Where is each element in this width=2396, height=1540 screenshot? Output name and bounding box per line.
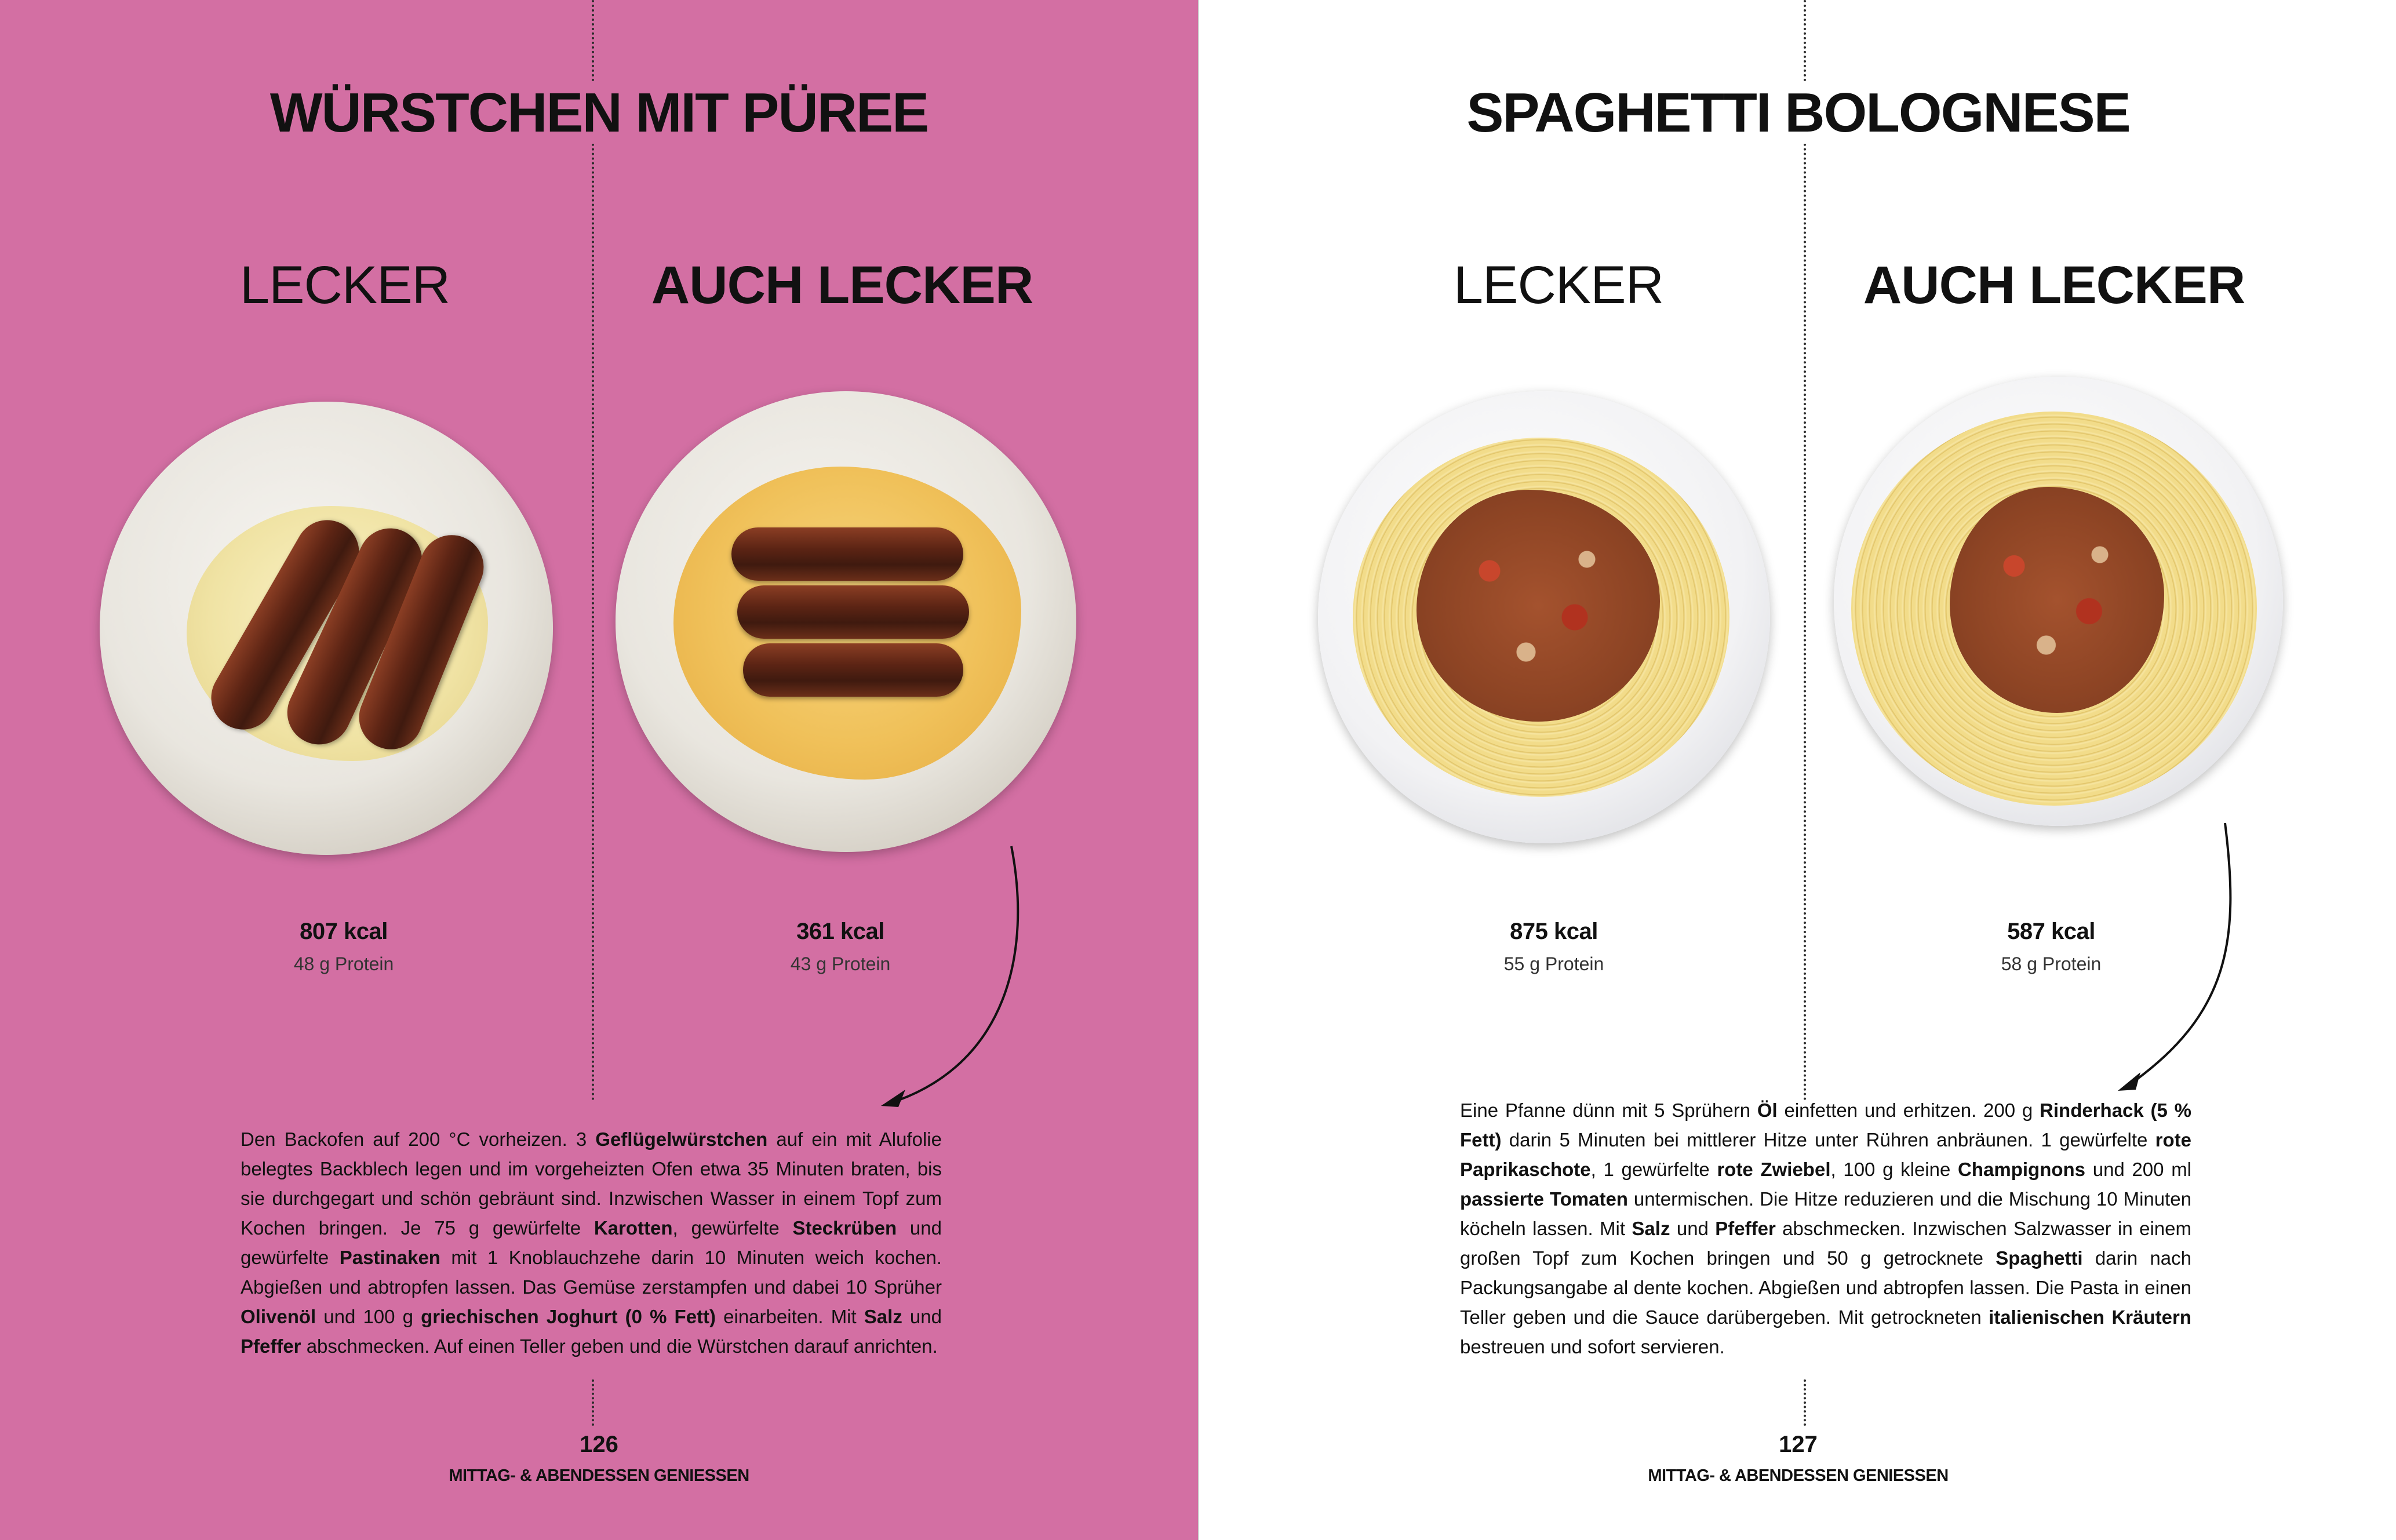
recipe-text: abschmecken. Inzwischen Salzwasser in einem großen Topf zum Kochen bringen und 50 g getrocknete [1460,1218,2191,1269]
recipe-text: einfetten und erhitzen. 200 g [1777,1100,2040,1121]
protein-value: 48 g Protein [293,953,394,974]
ingredient-highlight: Öl [1757,1100,1778,1121]
recipe-text: auf ein mit Alufolie belegtes Backblech legen und im vorgeheizten Ofen etwa 35 Minuten braten, bis sie durchgegart und schön gebräunt sind. Inzwischen Wasser in einem Topf zum Kochen bringen. Je 75 g gewürfelte [241,1128,942,1239]
ingredient-highlight: rote Paprikaschote [1460,1129,2191,1180]
dish-photo-original [1318,391,1770,843]
protein-value: 43 g Protein [790,953,891,974]
column-heading-lecker: LECKER [239,256,450,315]
ingredient-highlight: Geflügelwürstchen [595,1128,768,1150]
curved-arrow-icon [893,835,1037,1124]
kcal-value: 587 kcal [2007,919,2095,944]
kcal-value: 875 kcal [1510,919,1598,944]
section-name: MITTAG- & ABENDESSEN GENIESSEN [449,1466,749,1485]
sausage [731,527,963,581]
recipe-text: einarbeiten. Mit [716,1306,864,1327]
recipe-text: , gewürfelte [672,1217,793,1239]
recipe-text: , 1 gewürfelte [1590,1159,1717,1180]
ingredient-highlight: Pfeffer [1715,1218,1776,1239]
ingredient-highlight: Karotten [593,1217,673,1239]
dotted-divider [592,1379,594,1426]
dish-photo-lighter [1834,377,2283,826]
ingredient-highlight: Olivenöl [241,1306,316,1327]
kcal-value: 807 kcal [300,919,388,944]
sausage [737,585,969,639]
dotted-divider [1804,1379,1806,1426]
ingredient-highlight: Pastinaken [339,1247,440,1268]
protein-value: 58 g Protein [2001,953,2102,974]
bolognese-sauce [1950,487,2164,713]
recipe-text: darin nach Packungsangabe al dente kochen. Abgießen und abtropfen lassen. Die Pasta in einen Teller geben und die Sauce darübergeben. Mit getrockneten [1460,1247,2191,1328]
curved-arrow-icon [2115,823,2231,1095]
recipe-text: darin 5 Minuten bei mittlerer Hitze unter Rühren anbräunen. 1 gewürfelte [1501,1129,2155,1151]
right-page [1198,0,2396,1540]
recipe-text: untermischen. Die Hitze reduzieren und die Mischung 10 Minuten köcheln lassen. Mit [1460,1188,2191,1239]
dotted-divider [1804,0,1806,1101]
section-name: MITTAG- & ABENDESSEN GENIESSEN [1648,1466,1949,1485]
page-number: 127 [1779,1432,1818,1457]
recipe-text: und [902,1306,942,1327]
protein-value: 55 g Protein [1503,953,1604,974]
ingredient-highlight: Champignons [1958,1159,2086,1180]
ingredient-highlight: Steckrüben [792,1217,897,1239]
recipe-text: abschmecken. Auf einen Teller geben und die Würstchen darauf anrichten. [301,1335,938,1357]
column-heading-auch-lecker: AUCH LECKER [651,256,1033,315]
recipe-text: Eine Pfanne dünn mit 5 Sprühern [1460,1100,1757,1121]
ingredient-highlight: passierte Tomaten [1460,1188,1628,1210]
ingredient-highlight: rote Zwiebel [1717,1159,1831,1180]
recipe-text: und [1670,1218,1716,1239]
dish-photo-lighter [616,391,1076,852]
recipe-text: und 200 ml [2085,1159,2192,1180]
ingredient-highlight: Rinderhack (5 % Fett) [1460,1100,2192,1151]
bolognese-sauce [1417,490,1660,722]
recipe-text: und gewürfelte [241,1217,942,1268]
ingredient-highlight: Pfeffer [241,1335,301,1357]
ingredient-highlight: Spaghetti [1996,1247,2083,1269]
recipe-text: bestreuen und sofort servieren. [1460,1336,1725,1357]
column-heading-auch-lecker: AUCH LECKER [1863,256,2245,315]
recipe-title: SPAGHETTI BOLOGNESE [1199,81,2396,145]
recipe-text: mit 1 Knoblauchzehe darin 10 Minuten weich kochen. Abgießen und abtropfen lassen. Das Gemüse zerstampfen und dabei 10 Sprüher [241,1247,942,1298]
page-number: 126 [580,1432,618,1457]
dotted-divider [592,0,594,1101]
recipe-text: und 100 g [316,1306,421,1327]
ingredient-highlight: Salz [864,1306,902,1327]
recipe-instructions [241,1124,942,1361]
recipe-text: , 100 g kleine [1830,1159,1958,1180]
sausage [743,643,963,697]
recipe-title: WÜRSTCHEN MIT PÜREE [0,81,1198,145]
kcal-value: 361 kcal [796,919,884,944]
ingredient-highlight: italienischen Kräutern [1989,1306,2191,1328]
recipe-text: Den Backofen auf 200 °C vorheizen. 3 [241,1128,596,1150]
ingredient-highlight: Salz [1632,1218,1670,1239]
ingredient-highlight: griechischen Joghurt (0 % Fett) [421,1306,716,1327]
recipe-instructions [1460,1095,2191,1361]
column-heading-lecker: LECKER [1453,256,1664,315]
dish-photo-original [100,402,553,855]
